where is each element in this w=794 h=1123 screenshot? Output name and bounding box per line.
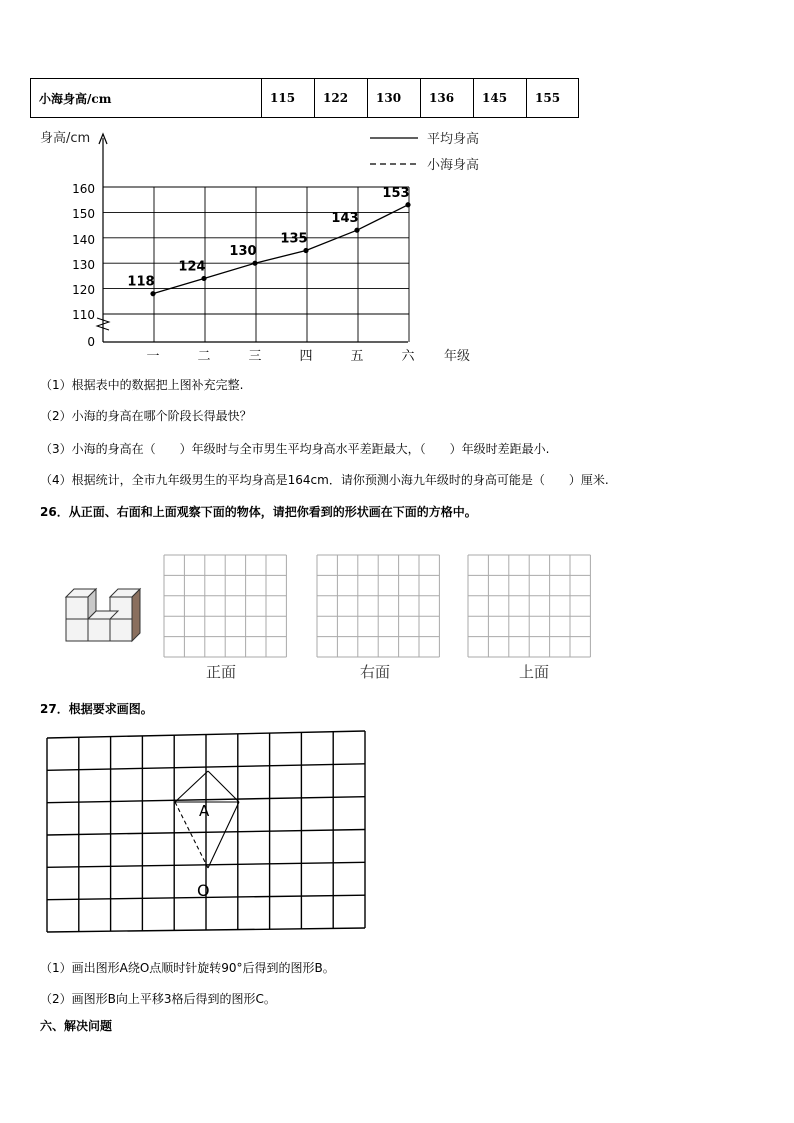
data-label: 143 xyxy=(331,211,359,227)
data-point xyxy=(405,202,410,207)
x-axis-label: 年级 xyxy=(444,349,471,364)
average-height-series xyxy=(127,186,410,296)
point-a-label: A xyxy=(199,802,210,820)
table-cell: 122 xyxy=(315,79,368,118)
table-cell: 136 xyxy=(421,79,474,118)
front-view-grid[interactable] xyxy=(163,554,288,658)
x-tick-label: 五 xyxy=(350,349,364,364)
table-cell: 155 xyxy=(527,79,579,118)
question-25-2: （2）小海的身高在哪个阶段长得最快？ xyxy=(40,409,252,423)
height-line-chart xyxy=(0,120,520,370)
y-axis-label: 身高/cm xyxy=(40,131,91,146)
data-point xyxy=(150,291,155,296)
data-label: 135 xyxy=(280,231,308,247)
legend-average: 平均身高 xyxy=(427,132,480,147)
x-tick-label: 一 xyxy=(146,349,160,364)
data-point xyxy=(303,248,308,253)
top-view-grid[interactable] xyxy=(467,554,592,658)
front-view-label: 正面 xyxy=(206,663,237,681)
y-tick-label: 160 xyxy=(72,182,95,196)
right-view-label: 右面 xyxy=(360,663,391,681)
x-tick-label: 六 xyxy=(401,349,415,364)
y-tick-label: 150 xyxy=(72,207,95,221)
question-26-title: 26．从正面、右面和上面观察下面的物体，请把你看到的形状画在下面的方格中。 xyxy=(40,505,477,519)
question-25-3: （3）小海的身高在（ ）年级时与全市男生平均身高水平差距最大，（ ）年级时差距最小. xyxy=(40,442,550,456)
question-25-4: （4）根据统计，全市九年级男生的平均身高是164cm．请你预测小海九年级时的身高可能是（ ）厘米. xyxy=(40,473,609,487)
table-cell: 145 xyxy=(474,79,527,118)
question-27-2: （2）画图形B向上平移3格后得到的图形C。 xyxy=(40,992,276,1006)
y-tick-label: 120 xyxy=(72,283,95,297)
y-tick-label: 130 xyxy=(72,258,95,272)
point-o-label: O xyxy=(197,881,210,900)
height-table xyxy=(30,78,579,118)
data-label: 130 xyxy=(229,244,257,260)
data-point xyxy=(252,261,257,266)
table-cell: 115 xyxy=(262,79,315,118)
axis-break-icon xyxy=(97,318,109,330)
table-row xyxy=(31,79,579,118)
data-label: 124 xyxy=(178,259,206,275)
question-27-1: （1）画出图形A绕O点顺时针旋转90°后得到的图形B。 xyxy=(40,961,335,975)
y-tick-label: 140 xyxy=(72,233,95,247)
data-point xyxy=(201,276,206,281)
data-label: 118 xyxy=(127,274,155,290)
x-tick-label: 二 xyxy=(197,349,211,364)
table-header-cell: 小海身高/cm xyxy=(31,79,262,118)
question-25-1: （1）根据表中的数据把上图补充完整. xyxy=(40,378,244,392)
y-tick-label: 110 xyxy=(72,308,95,322)
table-cell: 130 xyxy=(368,79,421,118)
x-tick-label: 三 xyxy=(248,349,262,364)
top-view-label: 上面 xyxy=(519,663,550,681)
average-height-line xyxy=(153,205,408,294)
data-label: 153 xyxy=(382,185,410,201)
right-view-grid[interactable] xyxy=(316,554,441,658)
data-point xyxy=(354,228,359,233)
cubes-object xyxy=(60,585,150,647)
x-tick-label: 四 xyxy=(299,349,313,364)
rotation-grid[interactable] xyxy=(44,728,374,938)
legend-xiaohai: 小海身高 xyxy=(427,158,480,173)
section-heading: 六、解决问题 xyxy=(40,1019,113,1033)
y-tick-label: 0 xyxy=(87,335,95,349)
question-27-title: 27．根据要求画图。 xyxy=(40,702,153,716)
